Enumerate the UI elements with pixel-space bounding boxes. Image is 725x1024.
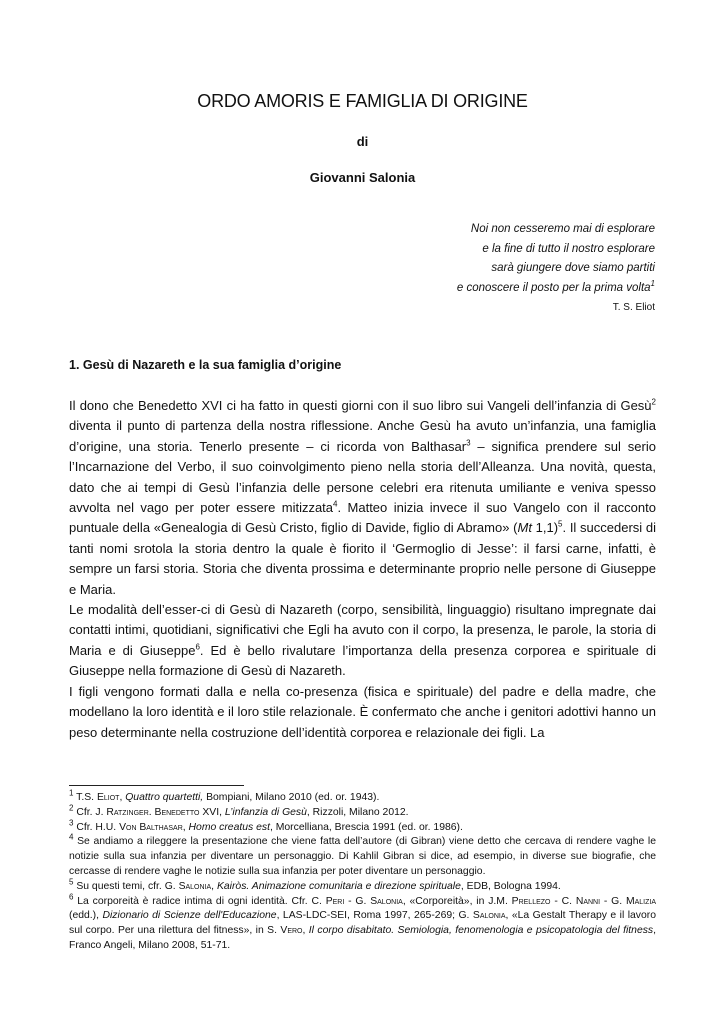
footnote: [69, 788, 656, 806]
text-run-smallcaps: Ratzinger: [106, 806, 149, 818]
footnote: [69, 832, 656, 879]
text-run: , Rizzoli, Milano 2012.: [306, 806, 409, 818]
section-heading: 1. Gesù di Nazareth e la sua famiglia d’origine: [69, 358, 342, 372]
text-run: ,: [119, 792, 126, 803]
footnote-number: 1: [69, 788, 74, 798]
text-run: Cfr. H.U.: [73, 821, 120, 833]
text-run: , LAS-LDC-SEI, Roma 1997, 265-269; G.: [276, 910, 473, 922]
paragraph: [69, 600, 656, 682]
text-run: , EDB, Bologna 1994.: [460, 880, 561, 892]
text-run-italic: Mt: [517, 520, 532, 536]
text-run-italic: L’infanzia di Gesù: [224, 806, 307, 818]
text-run-italic: Il corpo disabitato. Semiologia, fenomenologia e psicopatologia del fitness: [308, 925, 654, 937]
text-run: La corporeità è radice intima di ogni identità. Cfr. C.: [73, 895, 326, 907]
footnote-number: 5: [69, 877, 74, 887]
text-run: ,: [182, 821, 189, 833]
text-run: Se andiamo a rileggere la presentazione che viene fatta dell’autore (di Gibran) viene detto che cercava di rendere vaghe le notizie sulla sua infanzia per diventare un personaggio. Di Kahlil Gibran si dice, ad esempio, in diverse sue biografie, che cercasse di rendere vaghe le notizie sulla sua infanzia per poter diventare un personaggio.: [69, 836, 656, 877]
text-run-italic: Dizionario di Scienze dell'Educazione: [102, 910, 277, 922]
text-run: Cfr. J.: [73, 806, 107, 818]
text-run: Bompiani, Milano 2010 (ed. or. 1943).: [203, 792, 380, 803]
text-run: .: [148, 806, 155, 818]
text-run: - G.: [344, 895, 371, 907]
text-run: . Matteo inizia invece il suo Vangelo con il racconto puntuale della «Genealogia di Gesù Cristo, figlio di Davide, figlio di Abramo» (: [69, 500, 656, 536]
text-run-smallcaps: Salonia: [178, 880, 212, 892]
text-run: T.S.: [73, 792, 97, 803]
text-run: , «La Gestalt Therapy e il lavoro sul corpo. Per una rilettura del fitness», in S.: [69, 910, 657, 937]
text-run: - C.: [550, 895, 576, 907]
text-run: – significa prendere sul serio l’Incarnazione del Verbo, il suo coinvolgimento pieno nella storia dell’Alleanza. Una novità, questa, dato che ai tempi di Gesù l’infanzia delle persone celebri era ritenuta umiliante e veniva spesso avvolta nel vago per poter essere mitizzata: [69, 438, 656, 516]
text-run-smallcaps: Benedetto: [154, 806, 200, 818]
text-run: , Franco Angeli, Milano 2008, 51-71.: [69, 925, 657, 951]
text-run-italic: Kairòs. Animazione comunitaria e direzione spirituale: [216, 880, 461, 892]
footnote: [69, 877, 656, 895]
text-run-smallcaps: Malizia: [625, 895, 656, 907]
text-run-smallcaps: Nanni: [575, 895, 601, 907]
text-run: , «Corporeità», in J.M.: [402, 895, 512, 907]
text-run: Le modalità dell’esser-ci di Gesù di Nazareth (corpo, sensibilità, linguaggio) risultano impregnate dai contatti intimi, quotidiani, significativi che Egli ha avuto con il corpo, la presenza, le parole, la storia di Maria e di Giuseppe: [69, 602, 656, 658]
footnote-ref[interactable]: 1: [650, 278, 655, 288]
epigraph-line: sarà giungere dove siamo partiti: [491, 262, 655, 275]
author-name: Giovanni Salonia: [309, 170, 416, 185]
text-run-smallcaps: Salonia: [370, 895, 403, 907]
document-title: ORDO AMORIS E FAMIGLIA DI ORIGINE: [197, 91, 528, 111]
text-run-smallcaps: Peri: [325, 895, 345, 907]
byline-di: di: [356, 134, 369, 149]
epigraph-source: T. S. Eliot: [612, 302, 655, 314]
epigraph-line: e la fine di tutto il nostro esplorare: [482, 242, 655, 255]
paragraph: [69, 396, 656, 600]
footnote-ref[interactable]: 6: [195, 642, 200, 652]
text-run: ,: [211, 880, 217, 892]
epigraph-line-text: e conoscere il posto per la prima volta: [456, 281, 651, 294]
footnote-ref[interactable]: 5: [558, 520, 563, 530]
text-run: ,: [302, 925, 309, 937]
epigraph-line: [457, 279, 655, 299]
footnote-ref[interactable]: 4: [333, 499, 338, 509]
text-run: 1,1): [531, 520, 559, 536]
footnote-ref[interactable]: 2: [651, 397, 656, 407]
text-run: , Morcelliana, Brescia 1991 (ed. or. 1986).: [269, 821, 463, 833]
text-run-smallcaps: Vero: [280, 925, 303, 937]
footnote-separator: [69, 785, 244, 786]
text-run-italic: Quattro quartetti,: [125, 792, 204, 803]
text-run-smallcaps: Salonia: [472, 910, 506, 922]
footnote-number: 4: [69, 832, 74, 842]
paragraph: I figli vengono formati dalla e nella co-presenza (fisica e spirituale) del padre e della madre, che modellano la loro identità e il loro stile relazionale. È confermato che anche i genitori adottivi hanno un peso determinante nella costruzione dell’identità corporea e relazionale dei figli. La: [69, 683, 656, 740]
text-run: . Ed è bello rivalutare l’importanza della presenza corporea e spirituale di Giuseppe nella formazione di Gesù di Nazareth.: [69, 642, 656, 679]
text-run: . Il succedersi di tanti nomi srotola la storia dentro la quale è fiorito il ‘Germoglio di Jesse’: il farsi carne, infatti, è sempre un farsi storia. Storia che diventa prossima e determinante proprio nelle persone di Giuseppe e Maria.: [69, 520, 656, 597]
footnote: [69, 818, 656, 836]
footnote-number: 2: [69, 803, 74, 813]
footnote-number: 3: [69, 818, 74, 828]
text-run: Il dono che Benedetto XVI ci ha fatto in questi giorni con il suo libro sui Vangeli dell’infanzia di Gesù: [69, 398, 652, 413]
text-run-smallcaps: Von Balthasar: [119, 821, 183, 833]
footnote-ref[interactable]: 3: [466, 438, 471, 448]
text-run: Su questi temi, cfr. G.: [73, 880, 179, 892]
text-run-smallcaps: Prellezo: [511, 895, 551, 907]
text-run: diventa il punto di partenza della nostra riflessione. Anche Gesù ha avuto un’infanzia, una famiglia d’origine, una storia. Tenerlo presente – ci ricorda von Balthasar: [69, 418, 656, 454]
footnotes: [69, 788, 657, 954]
epigraph: [457, 220, 655, 318]
body-text: [69, 396, 656, 743]
text-run: (edd.),: [69, 910, 103, 922]
epigraph-line: Noi non cesseremo mai di esplorare: [470, 223, 655, 235]
text-run: XVI,: [199, 806, 225, 818]
text-run: - G.: [600, 895, 626, 907]
footnote: [69, 803, 656, 821]
text-run-smallcaps: Eliot: [96, 792, 120, 803]
text-run-italic: Homo creatus est: [188, 821, 270, 833]
footnote: [69, 892, 657, 954]
footnote-number: 6: [69, 892, 74, 902]
